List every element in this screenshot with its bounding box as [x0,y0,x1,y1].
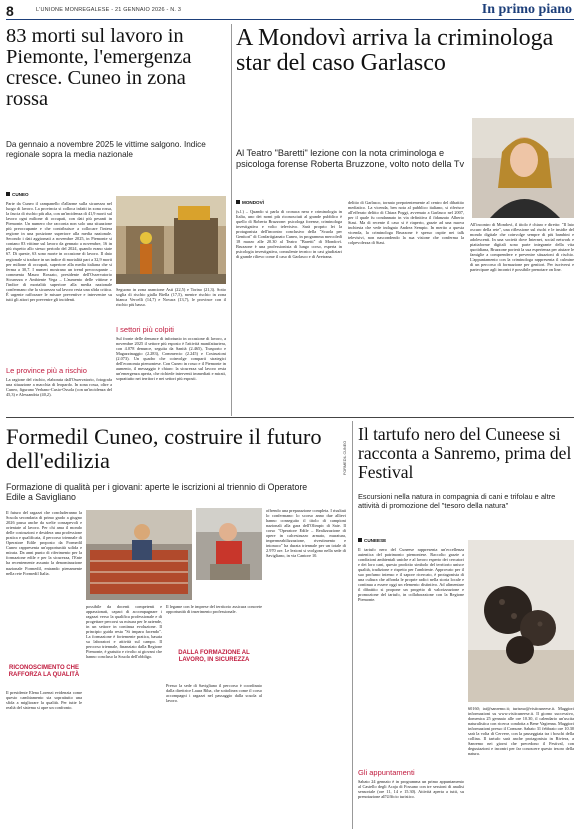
a3-photo-1 [86,510,192,600]
a2-deck: Al Teatro "Baretti" lezione con la nota criminologa e psicologa forense Roberta Bruzzone, volto noto della Tv [236,148,465,169]
a3-col1b: Il presidente Elena Lorenzi evidenzia come questo cambiamento sia soprattutto una sfida a migliorare la qualità. Per tutte le realtà del sistema si apre un confronto. [6,690,82,711]
a2-col2: delitto di Garlasco, tornato prepotentemente al centro del dibattito mediatico. La vicenda, ben nota al pubblico italiano, si riferisce all'efferato delitto di Chiara Poggi, avvenuto a Garlasco nel 2007, per il quale fu condannato in via definitiva il fidanzato Alberto Stasi. Ma di recente il caso si è riaperto, grazie ad una nuova inchiesta che vede indagato Andrea Sempio. In merito a questa vicenda, la criminologa Bruzzone è spesso ospite nei talk televisivi, non nascondendo la sua visione che conferma la colpevolezza di Stasi. [348,200,464,246]
a3-pullquote: RICONOSCIMENTO CHE RAFFORZA LA QUALITÀ [8,665,80,678]
bricklayer-photo-icon [86,510,192,600]
a4-photo [468,540,574,702]
a4-col2: 60160; iat@sanremo.it; turismo@visitcuneese.it. Maggiori informazioni su www.visitcuneese.it. Il giorno successivo, domenica 25 gennaio alle ore 10.30, il calendario un'uscita naturalistica con ricerca condotta a Bene Vagienna. Maggiori informazioni presso il Comune. Sabato 31 febbraio ore 10.30 sarà la volta di Cervere, con la passeggiata tra i boschi della collina. Il tartufo sarà anche protagonista in Riviera, a Sanremo nei giorni che precedono il Festival, con degustazioni e incontri per far conoscere questo tesoro della natura. [468,706,574,757]
masthead: L'UNIONE MONREGALESE - 21 GENNAIO 2026 - N. 3 [36,7,182,13]
a1-subhead: Le province più a rischio [6,366,87,375]
a1-col1b: La ragione del rischio, elaborata dall'Osservatorio, fotografa una situazione a macchia di leopardo. In zona rossa, oltre a Cuneo, figurano Verbano-Cusio-Ossola (con un'incidenza del 45,3) e Alessandria (40,2). [6,377,112,398]
a3-col3a: Il legame con le imprese del territorio assicura concrete opportunità di inserimento professionale. [166,604,262,615]
portrait-photo-icon [472,118,574,218]
a2-photo [472,118,574,218]
page-number: 8 [6,3,14,19]
a3-photo-credit: FORMEDIL CUNEO [343,440,347,475]
column-divider [231,24,232,416]
a4-location: CUNEESE [358,538,386,543]
a4-subhead: Gli appuntamenti [358,768,415,777]
a1-col2b: Sul fronte delle denunce di infortunio in occasione di lavoro, a novembre 2025 il settore più esposto è l'attività manifatturiera, con 4.078 denunce, seguita da Sanità (2.465), Trasporto e Magazzinaggio (2.283), Commercio (2.245) e Costruzioni (2.073). Un quadro che coinvolge comparti strategici dell'economia piemontese. Con Cuneo in rosso e il Piemonte in aumento, il messaggio è chiaro: la sicurezza sul lavoro resta un'emergenza aperta, che richiede interventi immediati e mirati, soprattutto nei territori e nei settori più esposti. [116,336,226,382]
a3-photo-2 [196,508,262,580]
a2-headline: A Mondovì arriva la criminologa star del caso Garlasco [236,25,554,76]
a1-subhead2: I settori più colpiti [116,325,174,334]
a2-col1: (s.l.) – Quando si parla di cronaca nera e criminologia in Italia, uno dei nomi più riconosciuti al grande pubblico è quello di Roberta Bruzzone: psicologa forense, criminologa investigativa e volto televisivo. Sarà proprio lei la protagonista dell'incontro conclusivo della "Scuola per Genitori" di Confartigianato Cuneo, in programma mercoledì 18 marzo alle 20.30 al Teatro "Baretti" di Mondovì. Bruzzone è una professionista di lungo corso, esperta in psicologia investigativa, consulente tecnico in casi giudiziari di grande rilievo come il caso di Garlasco e di Avetrana. [236,209,342,260]
a1-location: CUNEO [6,192,29,197]
section-title: In primo piano [481,2,572,17]
a3-col2: possibile da docenti competenti e appassionati, capaci di accompagnare i ragazzi verso la qualifica professionale e di progettare percorsi su misura per le aziende, in un settore in continua evoluzione. Il principio guida resta "Si impara facendo". La formazione è fortemente pratica, basata su laboratori e attività sul campo. Il percorso triennale, finanziato dalla Regione Piemonte, è gratuito e rivolto ai giovani che hanno concluso la Scuola dell'obbligo. [86,604,162,660]
a3-deck: Formazione di qualità per i giovani: aperte le iscrizioni al triennio di Operatore Edile a Savigliano [6,482,308,503]
a2-col3: All'incontro di Mondovì, il titolo è chiaro e diretto: "Il lato oscuro della rete", una riflessione sul rischi e le insidie del mondo digitale che coinvolge sempre di più bambini e adolescenti. In una società dove Internet, social network e piattaforme digitali sono parte integrante della vita quotidiana, Bruzzone porterà la sua esperienza per aiutare le famiglie a comprendere e prevenire situazioni di rischio. L'appuntamento con la criminologa rappresenta il culmine di un percorso di formazione per genitori. Per iscriversi e partecipare agli incontri è possibile prenotare on line. [470,222,574,273]
a4-col1: Il tartufo nero del Cuneese rappresenta un'eccellenza autentica del patrimonio piemontese. Raccolto grazie a condizioni ambientali uniche e al lavoro esperto dei cercatori e dei loro cani, questo prodotto simbolo del territorio unisce qualità, tradizione e rispetto per l'ambiente. Approvato per il suo profumo intenso e il sapore ricercato, è protagonista di una cultura che affonda le proprie radici nella storia locale e continua a essere oggi un elemento distintivo. Ad alimentare il dibattito si propone un progetto di valorizzazione e promozione del tartufo, in collaborazione con la Regione Piemonte. [358,547,464,603]
a1-col1: Parte da Cuneo il campanello d'allarme sulla sicurezza nel luogo di lavoro. La provincia si colloca infatti in zona rossa, la fascia di rischio più alta, con un'incidenza di 41,9 morti sul lavoro ogni milione di occupati, con dati più pesanti in Piemonte. Un numero che racconta non solo una situazione più preoccupante e che contribuisce a collocare l'intera regione in una posizione superiore alla media nazionale. Secondo i dati aggiornati a novembre 2025, in Piemonte si contano 83 vittime sul lavoro da gennaio a novembre, 16 in più rispetto allo stesso periodo del 2024, quando erano state 67. Di queste, 63 sono morte in occasione di lavoro. Il dato regionale si traduce in un indice di mortalità pari a 32,9 morti per milione di occupati, superiore alla media italiana che si ferma a 30,7. I numeri mostrano un trend preoccupante – commenta Mauro Rossato, presidente dell'Osservatorio Sicurezza e Ambiente Vega – L'aumento delle vittime e l'indice di mortalità superiore alla media nazionale confermano che la sicurezza sul lavoro resta una sfida critica. È urgente rafforzare le misure preventive e intervenire su tutti gli attori per prevenire gli incidenti. [6,201,112,302]
a1-headline: 83 morti sul lavoro in Piemonte, l'emergenza cresce. Cuneo in zona rossa [6,25,192,110]
section-rule [6,417,574,418]
a1-col2: Seguono in zona arancione Asti (22,5) e Torino (21,3). Sotto soglia di rischio gialla Biella (17,5), mentre rischio in zona bianca Vercelli (14,7) e Novara (13,7), le province con il rischio più basso. [116,287,226,308]
construction-photo-icon [116,196,226,284]
a1-deck: Da gennaio a novembre 2025 le vittime salgono. Indice regionale sopra la media nazionale [6,140,206,159]
column-divider-2 [352,421,353,829]
a4-headline: Il tartufo nero del Cuneese si racconta a Sanremo, prima del Festival [358,424,572,482]
a3-pullquote-2: DALLA FORMAZIONE AL LAVORO, IN SICUREZZA [178,650,250,663]
a3-col3b: Presso la sede di Savigliano il percorso è coordinato dalla direttrice Laura Riba, che sottolinea come il corso accompagni i ragazzi nel passaggio dalla scuola al lavoro. [166,683,262,704]
a1-photo [116,196,226,284]
student-photo-icon [196,508,262,580]
a2-location: MONDOVÌ [236,200,264,205]
a3-col4: offrendo una preparazione completa. I risultati lo confermano: lo scorso anno due allievi hanno conseguito il titolo di campioni nazionali alla gara dell'Olimpic di Saie. Il corso "Operatore Edile – Realizzazione di opere in calcestruzzo armato, muratura, impermeabilizzazione, rivestimento e intonaco" ha durata triennale per un totale di 2.970 ore. Le lezioni si svolgono nella sede di Savigliano, in via Cantore 10. [266,508,346,559]
truffle-photo-icon [468,540,574,702]
header-rule [6,19,574,20]
a4-col1b: Sabato 24 gennaio è in programma un primo appuntamento al Castello degli Acaja di Fossano con tre sessioni di analisi sensoriale (ore 11, 14 e 15.30). Attività aperta a tutti, su prenotazione all'Ufficio turistico. [358,779,464,800]
a3-headline: Formedil Cuneo, costruire il futuro dell'edilizia [6,424,322,473]
a4-deck: Escursioni nella natura in compagnia di cani e trifolau e altre attività di promozione del "tesoro della natura" [358,492,556,510]
a3-col1: Il futuro del ragazzi che concluderanno la Scuola secondaria di primo grado a giugno 2026 passa anche da scelte consapevoli e orientate al lavoro. Per chi ama il mondo delle costruzioni e desidera una professione pratica e qualificata, il percorso triennale di Operatore Edile proposto da Formedil Cuneo rappresenta un'opportunità solida e mirata. Da anni punto di riferimento per la formazione edile e per la sicurezza, l'Ente ha recentemente assunto la denominazione nazionale Formedil, entrando pienamente nella rete Formedil Italia. [6,510,82,576]
